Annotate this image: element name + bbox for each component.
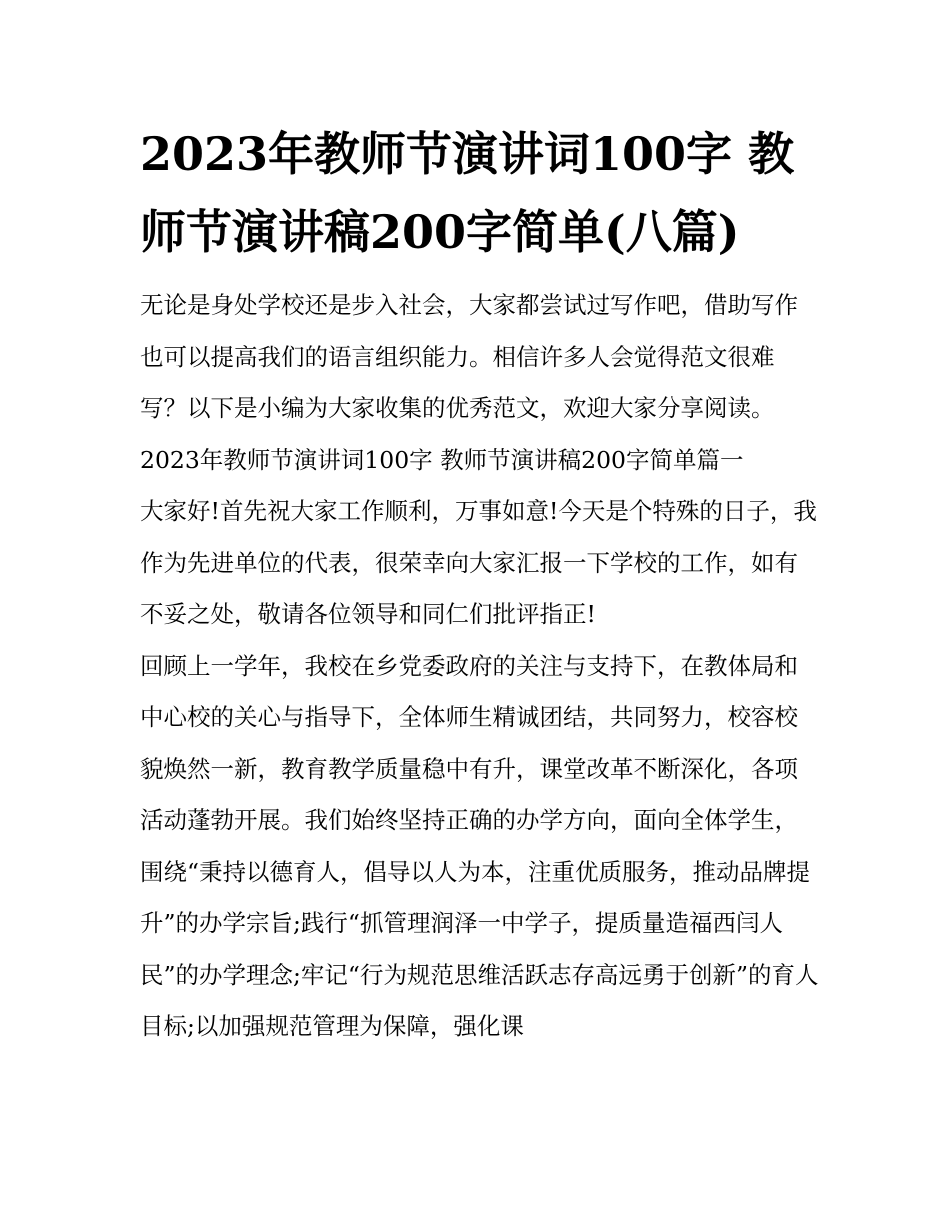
intro-paragraph: 无论是身处学校还是步入社会，大家都尝试过写作吧，借助写作也可以提高我们的语言组织能力。相信许多人会觉得范文很难写？以下是小编为大家收集的优秀范文，欢迎大家分享阅读。 [140, 291, 798, 422]
review-paragraph: 回顾上一学年，我校在乡党委政府的关注与支持下，在教体局和中心校的关心与指导下，全体师生精诚团结，共同努力，校容校貌焕然一新，教育教学质量稳中有升，课堂改革不断深化，各项活动蓬勃开展。我们始终坚持正确的办学方向，面向全体学生，围绕“秉持以德育人，倡导以人为本，注重优质服务，推动品牌提升”的办学宗旨;践行“抓管理润泽一中学子，提质量造福西闫人民”的办学理念;牢记“行为规范思维活跃志存高远勇于创新”的育人目标;以加强规范管理为保障，强化课 [140, 651, 819, 1040]
document-body [140, 280, 820, 1053]
greeting-paragraph: 大家好!首先祝大家工作顺利，万事如意!今天是个特殊的日子，我作为先进单位的代表，很荣幸向大家汇报一下学校的工作，如有不妥之处，敬请各位领导和同仁们批评指正! [140, 497, 817, 628]
section-heading: 2023年教师节演讲词100字 教师节演讲稿200字简单篇一 [140, 445, 744, 474]
document-title: 2023年教师节演讲词100字 教师节演讲稿200字简单(八篇) [140, 127, 795, 259]
